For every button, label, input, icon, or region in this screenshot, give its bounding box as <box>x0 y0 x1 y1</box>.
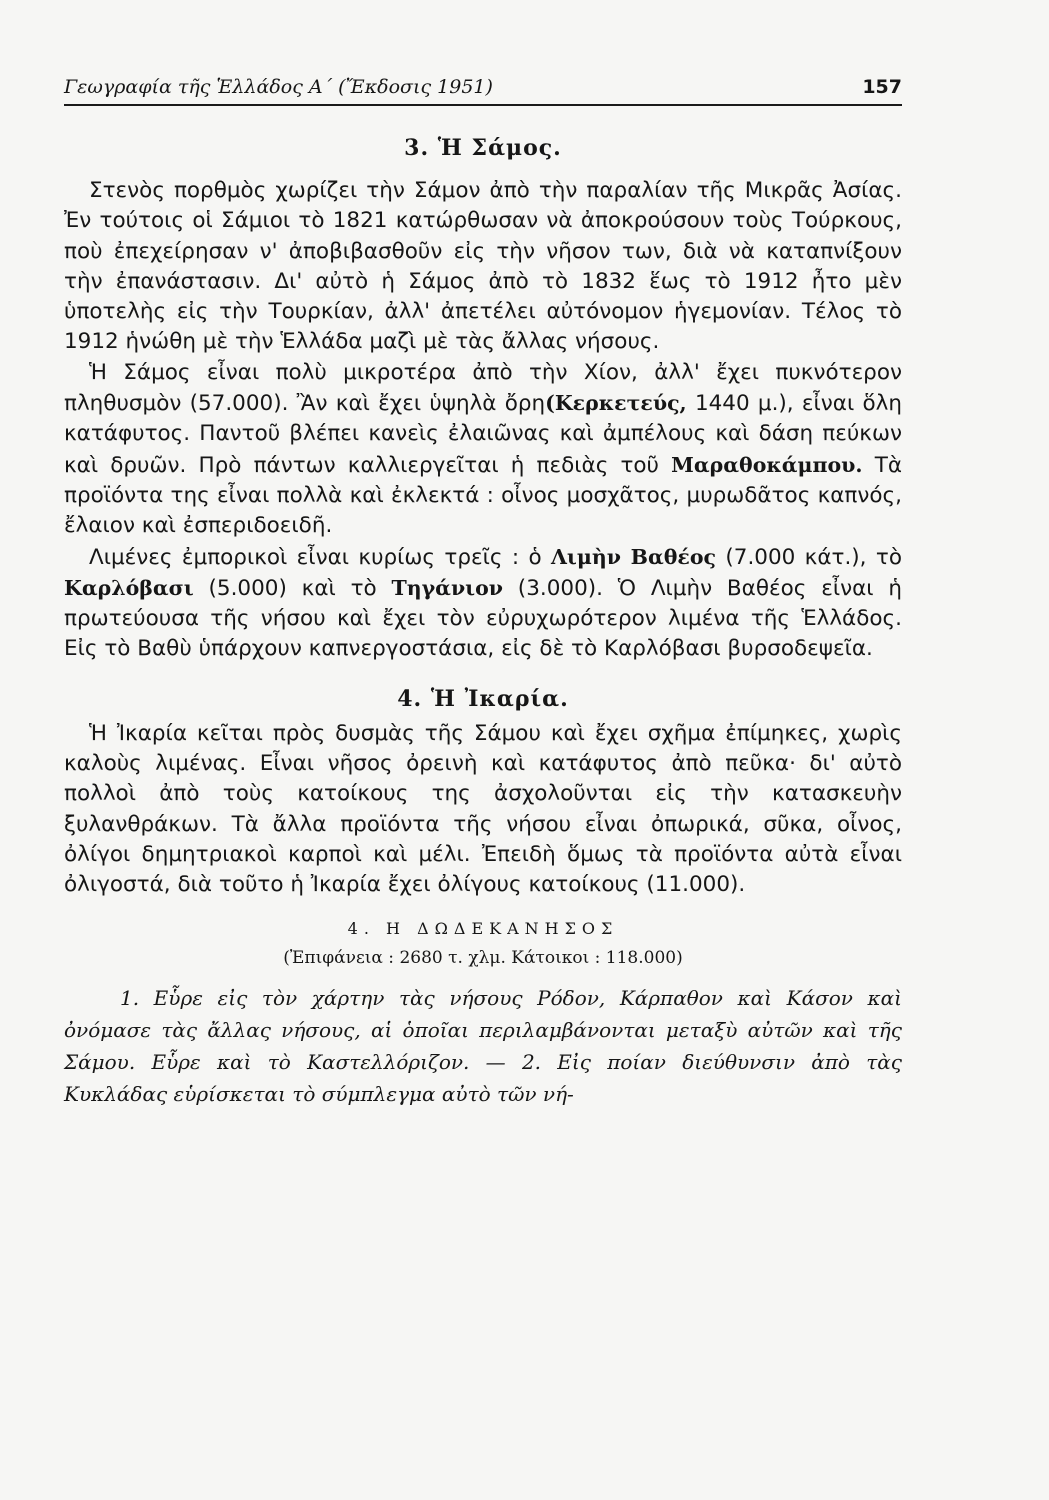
samos-paragraph-2 <box>64 358 902 542</box>
page-number: 157 <box>862 76 902 98</box>
section-heading-samos: 3. Ἡ Σάμος. <box>404 135 562 161</box>
dodecanese-stats: (Ἐπιφάνεια : 2680 τ. χλμ. Κάτοικοι : 118.000) <box>283 947 683 968</box>
samos-p3-text-a: Λιμένες ἐμπορικοὶ εἶναι κυρίως τρεῖς : ὁ <box>89 544 551 570</box>
dodecanese-heading: 4. Η ΔΩΔΕΚΑΝΗΣΟΣ <box>347 918 619 938</box>
samos-paragraph-3 <box>64 542 902 665</box>
section-heading-ikaria: 4. Ἡ Ἰκαρία. <box>397 685 569 712</box>
ikaria-paragraph-1: Ἡ Ἰκαρία κεῖται πρὸς δυσμὰς τῆς Σάμου καὶ ἔχει σχῆμα ἐπίμηκες, χωρὶς καλοὺς λιμένας. Εἶναι νῆσος ὀρεινὴ καὶ κατάφυτος ἀπὸ πεῦκα· δι' αὐτὸ πολλοὶ ἀπὸ τοὺς κατοίκους της ἀσχολοῦνται εἰς τὴν κατασκευὴν ξυλανθράκων. Τὰ ἄλλα προϊόντα τῆς νήσου εἶναι ὀπωρικά, σῦκα, οἶνος, ὀλίγοι δημητριακοὶ καρποὶ καὶ μέλι. Ἐπειδὴ ὅμως τὰ προϊόντα αὐτὰ εἶναι ὀλιγοστά, διὰ τοῦτο ἡ Ἰκαρία ἔχει ὀλίγους κατοίκους (11.000). <box>64 720 902 898</box>
samos-p3-text-c: (5.000) καὶ τὸ <box>193 575 392 601</box>
samos-p3-text-b: (7.000 κάτ.), τὸ <box>716 544 902 570</box>
samos-p3-text-d: (3.000). Ὁ Λιμὴν Βαθέος εἶναι ἡ πρωτεύουσα τῆς νήσου καὶ ἔχει τὸν εὐρυχωρότερον λιμένα τῆς Ἑλλάδος. Εἰς τὸ Βαθὺ ὑπάρχουν καπνεργοστάσια, εἰς δὲ τὸ Καρλόβασι βυρσοδεψεῖα. <box>64 575 902 662</box>
term-tiganion: Τηγάνιον <box>391 575 503 600</box>
term-marathokampos: Μαραθοκάμπου. <box>671 452 863 477</box>
term-karlovasi: Καρλόβασι <box>64 575 194 600</box>
book-page <box>64 70 902 1110</box>
samos-p2-text-b: 1440 μ.), εἶναι ὅλη κατάφυτος. Παντοῦ βλέπει κανεὶς ἐλαιῶνας καὶ ἀμπέλους καὶ δάση πεύκων καὶ δρυῶν. Πρὸ πάντων καλλιεργεῖται ἡ πεδιὰς τοῦ <box>64 391 902 478</box>
running-header <box>64 70 902 106</box>
term-limin-vatheos: Λιμὴν Βαθέος <box>551 544 717 569</box>
term-kerketeus: (Κερκετεύς, <box>545 391 687 416</box>
samos-paragraph-1: Στενὸς πορθμὸς χωρίζει τὴν Σάμον ἀπὸ τὴν παραλίαν τῆς Μικρᾶς Ἀσίας. Ἐν τούτοις οἱ Σάμιοι τὸ 1821 κατώρθωσαν νὰ ἀποκρούσουν τοὺς Τούρκους, ποὺ ἐπεχείρησαν ν' ἀποβιβασθοῦν εἰς τὴν νῆσον των, διὰ νὰ καταπνίξουν τὴν ἐπανάστασιν. Δι' αὐτὸ ἡ Σάμος ἀπὸ τὸ 1832 ἕως τὸ 1912 ἦτο μὲν ὑποτελὴς εἰς τὴν Τουρκίαν, ἀλλ' ἀπετέλει αὐτόνομον ἡγεμονίαν. Τέλος τὸ 1912 ἡνώθη μὲ τὴν Ἑλλάδα μαζὶ μὲ τὰς ἄλλας νήσους. <box>64 178 902 355</box>
samos-p2-text-a: Ἡ Σάμος εἶναι πολὺ μικροτέρα ἀπὸ τὴν Χίον, ἀλλ' ἔχει πυκνότερον πληθυσμὸν (57.000). Ἂν καὶ ἔχει ὑψηλὰ ὄρη <box>64 359 902 417</box>
exercise-questions: 1. Εὗρε εἰς τὸν χάρτην τὰς νήσους Ρόδον, Κάρπαθον καὶ Κάσον καὶ ὀνόμασε τὰς ἄλλας νήσους, αἱ ὁποῖαι περιλαμβάνονται μεταξὺ αὐτῶν καὶ τῆς Σάμου. Εὗρε καὶ τὸ Καστελλόριζον. — 2. Εἰς ποίαν διεύθυνσιν ἀπὸ τὰς Κυκλάδας εὑρίσκεται τὸ σύμπλεγμα αὐτὸ τῶν νή- <box>64 985 902 1106</box>
samos-p2-text-c: Τὰ προϊόντα της εἶναι πολλὰ καὶ ἐκλεκτά : οἶνος μοσχᾶτος, μυρωδᾶτος καπνός, ἔλαιον καὶ ἐσπεριδοειδῆ. <box>64 452 903 539</box>
running-title: Γεωγραφία τῆς Ἑλλάδος Α΄ (Ἔκδοσις 1951) <box>64 76 493 98</box>
